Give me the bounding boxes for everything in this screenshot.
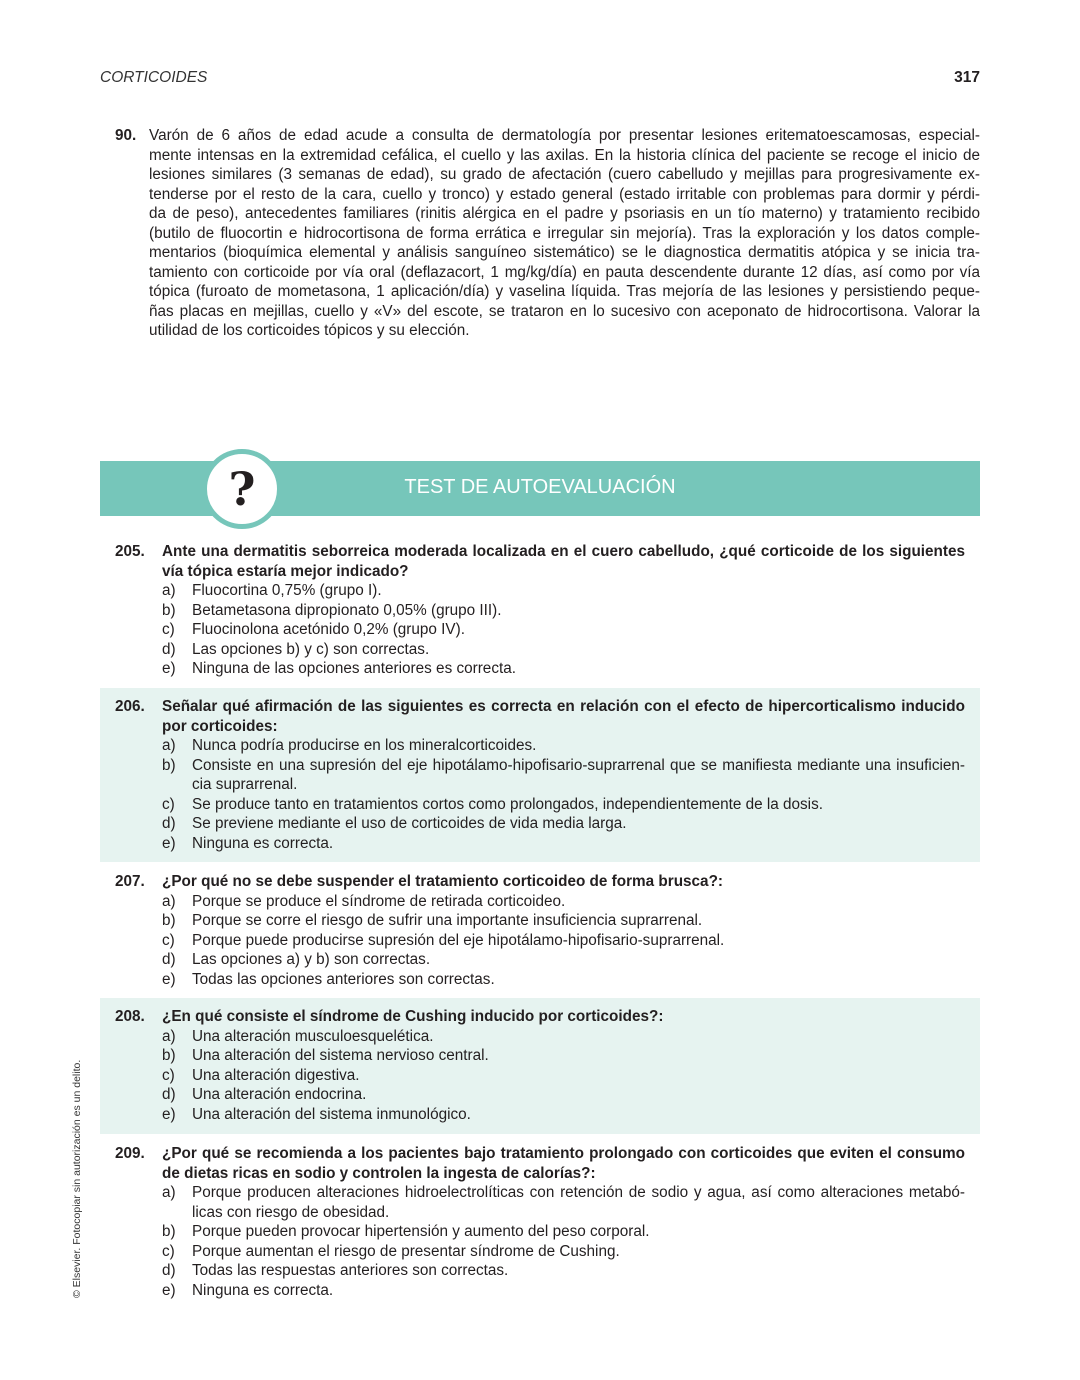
question-stem: vía tópica estaría mejor indicado? [162,562,409,580]
case-line: mente intensas en la extremidad cefálica, el cuello y las axilas. En la historia clínica del paciente se recoge el inicio de [149,146,980,164]
option-letter: d) [162,640,176,658]
option-letter: e) [162,834,176,852]
answer-option [162,1066,965,1086]
option-letter: c) [162,795,175,813]
case-line: lesiones similares (3 semanas de edad), su grado de afectación (cuero cabelludo y mejillas para progresivamente ex- [149,166,980,183]
answer-option [162,620,965,640]
option-text: Se previene mediante el uso de corticoides de vida media larga. [192,815,627,832]
option-letter: e) [162,660,176,677]
option-text: Nunca podría producirse en los mineralcorticoides. [192,737,537,754]
question-205 [100,542,980,682]
option-letter: b) [162,1047,176,1064]
option-text: Las opciones a) y b) son correctas. [192,951,431,968]
answer-option [162,1027,965,1047]
option-text: Ninguna es correcta. [192,1281,334,1299]
question-207 [100,872,980,992]
answer-option [162,736,965,756]
option-letter: c) [162,931,175,949]
option-text: Porque aumentan el riesgo de presentar síndrome de Cushing. [192,1242,620,1260]
option-letter: d) [162,1262,176,1279]
case-text [149,126,980,341]
case-line: ñas placas en mejillas, cuello y «V» del escote, se trataron en lo sucesivo con aceponato de hidrocortisona. Valorar la [149,302,980,320]
option-letter: a) [162,582,176,599]
option-text: licas con riesgo de obesidad. [192,1203,390,1221]
option-text: Betametasona dipropionato 0,05% (grupo III). [192,601,502,619]
answer-option [162,1261,965,1281]
case-line: Varón de 6 años de edad acude a consulta de dermatología por presentar lesiones eritematoescamosas, especial- [149,127,980,144]
question-mark-icon: ? [202,449,282,529]
case-line: da de peso), antecedentes familiares (rinitis alérgica en el padre y psoriasis en un tío materno) y tratamiento recibido [149,205,980,222]
question-stem: ¿Por qué se recomienda a los pacientes bajo tratamiento prolongado con corticoides que eviten el consumo [162,1145,965,1162]
option-letter: e) [162,1105,176,1123]
case-number: 90. [115,127,137,144]
option-letter: e) [162,1281,176,1299]
option-text: Consiste en una supresión del eje hipotálamo-hipofisario-suprarrenal que se manifiesta mediante una insuficien- [192,756,965,774]
option-text: Ninguna de las opciones anteriores es correcta. [192,660,516,677]
case-line: mentarios (bioquímica elemental y análisis sanguíneo sistemático) se le diagnostica dermatitis atópica y se inicia tra- [149,244,980,261]
question-stem: ¿En qué consiste el síndrome de Cushing inducido por corticoides?: [162,1008,664,1025]
question-number: 206. [115,698,145,715]
answer-option [162,1046,965,1066]
option-text: Fluocortina 0,75% (grupo I). [192,582,382,599]
answer-option [162,892,965,912]
question-stem: de dietas ricas en sodio y controlen la ingesta de calorías?: [162,1164,596,1182]
banner-title: TEST DE AUTOEVALUACIÓN [404,476,676,498]
answer-option [162,1242,965,1262]
option-text: Todas las opciones anteriores son correctas. [192,970,495,988]
answer-option [162,581,965,601]
option-text: Ninguna es correcta. [192,834,334,852]
option-text: Todas las respuestas anteriores son correctas. [192,1262,509,1279]
answer-option [162,795,965,815]
option-letter: b) [162,601,176,619]
option-letter: a) [162,892,176,910]
case-line: (butilo de fluocortin e hidrocortisona de forma errática e irregular sin mejoría). Tras la exploración y los datos comple- [149,224,980,242]
option-letter: c) [162,1242,175,1260]
question-stem: ¿Por qué no se debe suspender el tratamiento corticoideo de forma brusca?: [162,873,724,890]
option-letter: e) [162,970,176,988]
question-208 [100,998,980,1134]
option-text: Una alteración musculoesquelética. [192,1027,434,1045]
option-text: cia suprarrenal. [192,776,298,793]
question-209 [100,1144,980,1304]
answer-option [162,659,965,679]
answer-option [162,640,965,660]
answer-option [162,834,965,854]
option-letter: d) [162,1086,176,1103]
answer-option [162,1105,965,1125]
option-letter: b) [162,1223,176,1240]
answer-option [162,814,965,834]
answer-option [162,931,965,951]
option-text: Una alteración del sistema nervioso central. [192,1047,489,1064]
option-text: Fluocinolona acetónido 0,2% (grupo IV). [192,621,465,638]
option-letter: d) [162,951,176,968]
option-text: Porque pueden provocar hipertensión y aumento del peso corporal. [192,1223,650,1240]
option-text: Una alteración endocrina. [192,1086,367,1103]
option-text: Porque se corre el riesgo de sufrir una importante insuficiencia suprarrenal. [192,912,703,929]
option-text: Porque puede producirse supresión del eje hipotálamo-hipofisario-suprarrenal. [192,931,725,949]
option-text: Las opciones b) y c) son correctas. [192,640,430,658]
option-text: Una alteración del sistema inmunológico. [192,1105,471,1123]
answer-option [162,950,965,970]
answer-option [162,1222,965,1242]
option-letter: b) [162,756,176,774]
option-letter: a) [162,1027,176,1045]
case-line: tenderse por el resto de la cara, cuello y tronco) y estado general (estado irritable con problemas para dormir y pérdi- [149,185,980,203]
answer-option [162,1183,965,1222]
case-study [115,126,980,341]
question-number: 209. [115,1145,145,1162]
option-letter: a) [162,1184,176,1201]
question-number: 207. [115,873,145,890]
answer-option [162,911,965,931]
answer-option [162,601,965,621]
answer-option [162,756,965,795]
answer-option [162,1281,965,1301]
answer-option [162,970,965,990]
question-stem: Señalar qué afirmación de las siguientes es correcta en relación con el efecto de hipercorticalismo inducido [162,698,965,715]
question-number: 205. [115,543,145,560]
option-letter: d) [162,815,176,832]
case-line: tamiento con corticoide por vía oral (deflazacort, 1 mg/kg/día) en pauta descendente durante 12 días, así como por vía [149,263,980,281]
option-text: Una alteración digestiva. [192,1066,360,1084]
case-line: tópica (furoato de mometasona, 1 aplicación/día) y vaselina líquida. Tras mejoría de las lesiones y persistiendo peque- [149,283,980,300]
answer-option [162,1085,965,1105]
page-number: 317 [954,69,980,86]
option-letter: a) [162,737,176,754]
option-text: Porque se produce el síndrome de retirada corticoideo. [192,892,566,910]
question-stem: Ante una dermatitis seborreica moderada localizada en el cuero cabelludo, ¿qué corticoide de los siguientes [162,543,965,560]
option-letter: b) [162,912,176,929]
copyright-note: © Elsevier. Fotocopiar sin autorización es un delito. [71,1059,83,1298]
question-206 [100,688,980,862]
question-stem: por corticoides: [162,717,278,735]
option-text: Se produce tanto en tratamientos cortos como prolongados, independientemente de la dosis. [192,795,823,813]
option-letter: c) [162,1066,175,1084]
running-title: CORTICOIDES [100,69,208,86]
option-text: Porque producen alteraciones hidroelectrolíticas con retención de sodio y agua, así como alteraciones metabó- [192,1184,965,1201]
case-line: utilidad de los corticoides tópicos y su elección. [149,322,470,339]
option-letter: c) [162,621,175,638]
question-number: 208. [115,1008,145,1025]
